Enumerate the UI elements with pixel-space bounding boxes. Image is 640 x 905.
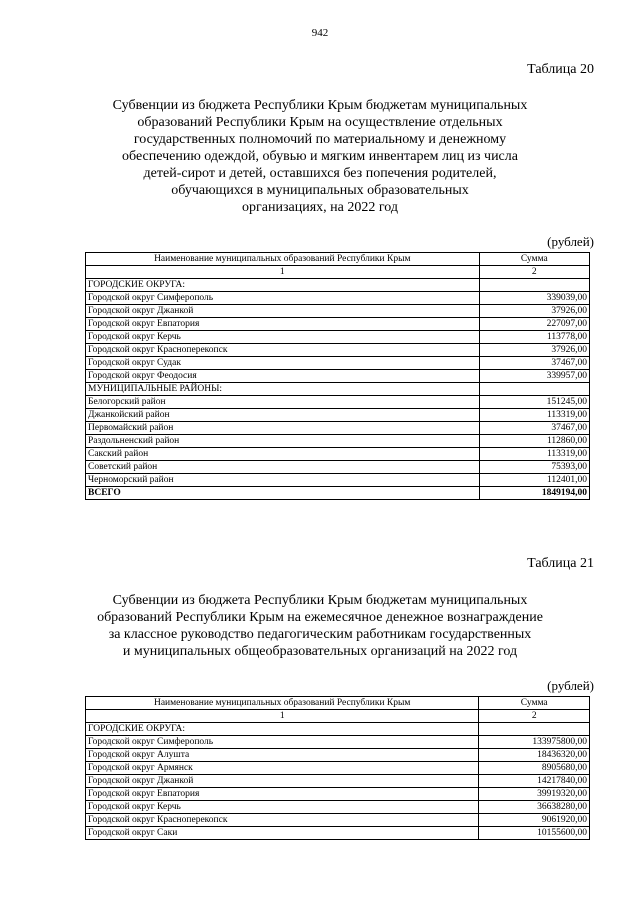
table-row [86, 370, 590, 383]
table-20-unit: (рублей) [547, 234, 594, 249]
row-name: Белогорский район [86, 396, 480, 409]
table-row [86, 801, 590, 814]
total-row [86, 487, 590, 500]
row-amount: 151245,00 [479, 396, 589, 409]
row-name: Городской округ Красноперекопск [86, 344, 480, 357]
row-amount: 8905680,00 [479, 762, 590, 775]
table-row [86, 396, 590, 409]
row-amount [479, 279, 589, 292]
row-name: Городской округ Судак [86, 357, 480, 370]
row-name: ГОРОДСКИЕ ОКРУГА: [86, 279, 480, 292]
row-amount: 37467,00 [479, 422, 589, 435]
row-amount: 133975800,00 [479, 736, 590, 749]
table-row [86, 279, 590, 292]
column-number: 1 [86, 710, 479, 723]
table-row [86, 736, 590, 749]
column-header-name: Наименование муниципальных образований Республики Крым [86, 253, 480, 266]
table-20-heading [60, 97, 580, 216]
table-21-unit: (рублей) [547, 678, 594, 693]
row-name: Городской округ Джанкой [86, 305, 480, 318]
row-amount [479, 723, 590, 736]
heading-line: обеспечению одеждой, обувью и мягким инвентарем лиц из числа [122, 149, 518, 164]
heading-line: и муниципальных общеобразовательных организаций на 2022 год [122, 644, 518, 659]
row-amount: 112401,00 [479, 474, 589, 487]
table-row [86, 292, 590, 305]
row-name: Раздольненский район [86, 435, 480, 448]
column-number-row [86, 710, 590, 723]
row-name: Джанкойский район [86, 409, 480, 422]
row-amount: 37926,00 [479, 305, 589, 318]
table-row [86, 331, 590, 344]
column-header-name: Наименование муниципальных образований Республики Крым [86, 697, 479, 710]
table-row [86, 409, 590, 422]
row-amount: 113319,00 [479, 409, 589, 422]
row-name: МУНИЦИПАЛЬНЫЕ РАЙОНЫ: [86, 383, 480, 396]
row-name: Городской округ Симферополь [86, 736, 479, 749]
row-name: Городской округ Евпатория [86, 788, 479, 801]
row-amount: 112860,00 [479, 435, 589, 448]
row-amount: 36638280,00 [479, 801, 590, 814]
row-amount: 18436320,00 [479, 749, 590, 762]
column-number: 2 [479, 710, 590, 723]
heading-line: образований Республики Крым на осуществление отдельных [137, 115, 503, 130]
heading-line: детей-сирот и детей, оставшихся без попечения родителей, [143, 166, 497, 181]
row-name: Городской округ Феодосия [86, 370, 480, 383]
table-row [86, 383, 590, 396]
row-amount: 14217840,00 [479, 775, 590, 788]
row-name: Сакский район [86, 448, 480, 461]
row-amount: 75393,00 [479, 461, 589, 474]
heading-line: государственных полномочий по материальному и денежному [133, 132, 507, 147]
heading-line: образований Республики Крым на ежемесячное денежное вознаграждение [97, 610, 543, 625]
total-amount: 1849194,00 [479, 487, 589, 500]
row-amount: 113778,00 [479, 331, 589, 344]
row-name: Советский район [86, 461, 480, 474]
table-header-row [86, 697, 590, 710]
table-row [86, 357, 590, 370]
row-name: Городской округ Саки [86, 827, 479, 840]
table-row [86, 775, 590, 788]
column-header-amount: Сумма [479, 697, 590, 710]
table-row [86, 723, 590, 736]
table-20 [85, 252, 590, 500]
row-name: Городской округ Керчь [86, 331, 480, 344]
table-row [86, 749, 590, 762]
table-row [86, 814, 590, 827]
row-amount: 37926,00 [479, 344, 589, 357]
row-amount: 39919320,00 [479, 788, 590, 801]
table-row [86, 435, 590, 448]
row-amount: 339039,00 [479, 292, 589, 305]
table-row [86, 448, 590, 461]
heading-line: организациях, на 2022 год [242, 200, 398, 215]
column-number: 2 [479, 266, 589, 279]
row-name: Первомайский район [86, 422, 480, 435]
row-name: Городской округ Алушта [86, 749, 479, 762]
total-label: ВСЕГО [86, 487, 480, 500]
row-amount: 339957,00 [479, 370, 589, 383]
heading-line: Субвенции из бюджета Республики Крым бюджетам муниципальных [112, 593, 528, 608]
column-header-amount: Сумма [479, 253, 589, 266]
table-header-row [86, 253, 590, 266]
row-name: ГОРОДСКИЕ ОКРУГА: [86, 723, 479, 736]
row-name: Городской округ Красноперекопск [86, 814, 479, 827]
row-amount: 10155600,00 [479, 827, 590, 840]
row-amount: 113319,00 [479, 448, 589, 461]
heading-line: за классное руководство педагогическим работникам государственных [108, 627, 532, 642]
column-number: 1 [86, 266, 480, 279]
row-name: Городской округ Симферополь [86, 292, 480, 305]
table-row [86, 788, 590, 801]
table-row [86, 422, 590, 435]
table-21-label: Таблица 21 [527, 556, 594, 571]
table-20-label: Таблица 20 [527, 62, 594, 77]
row-amount: 37467,00 [479, 357, 589, 370]
table-row [86, 762, 590, 775]
table-21 [85, 696, 590, 840]
row-name: Городской округ Керчь [86, 801, 479, 814]
table-21-heading [60, 592, 580, 660]
column-number-row [86, 266, 590, 279]
table-row [86, 305, 590, 318]
page-number: 942 [311, 27, 329, 39]
row-name: Городской округ Евпатория [86, 318, 480, 331]
row-amount: 227097,00 [479, 318, 589, 331]
row-name: Городской округ Джанкой [86, 775, 479, 788]
row-name: Черноморский район [86, 474, 480, 487]
table-row [86, 318, 590, 331]
table-row [86, 461, 590, 474]
row-name: Городской округ Армянск [86, 762, 479, 775]
table-row [86, 474, 590, 487]
row-amount [479, 383, 589, 396]
row-amount: 9061920,00 [479, 814, 590, 827]
heading-line: Субвенции из бюджета Республики Крым бюджетам муниципальных [112, 98, 528, 113]
table-row [86, 344, 590, 357]
table-row [86, 827, 590, 840]
heading-line: обучающихся в муниципальных образовательных [171, 183, 469, 198]
